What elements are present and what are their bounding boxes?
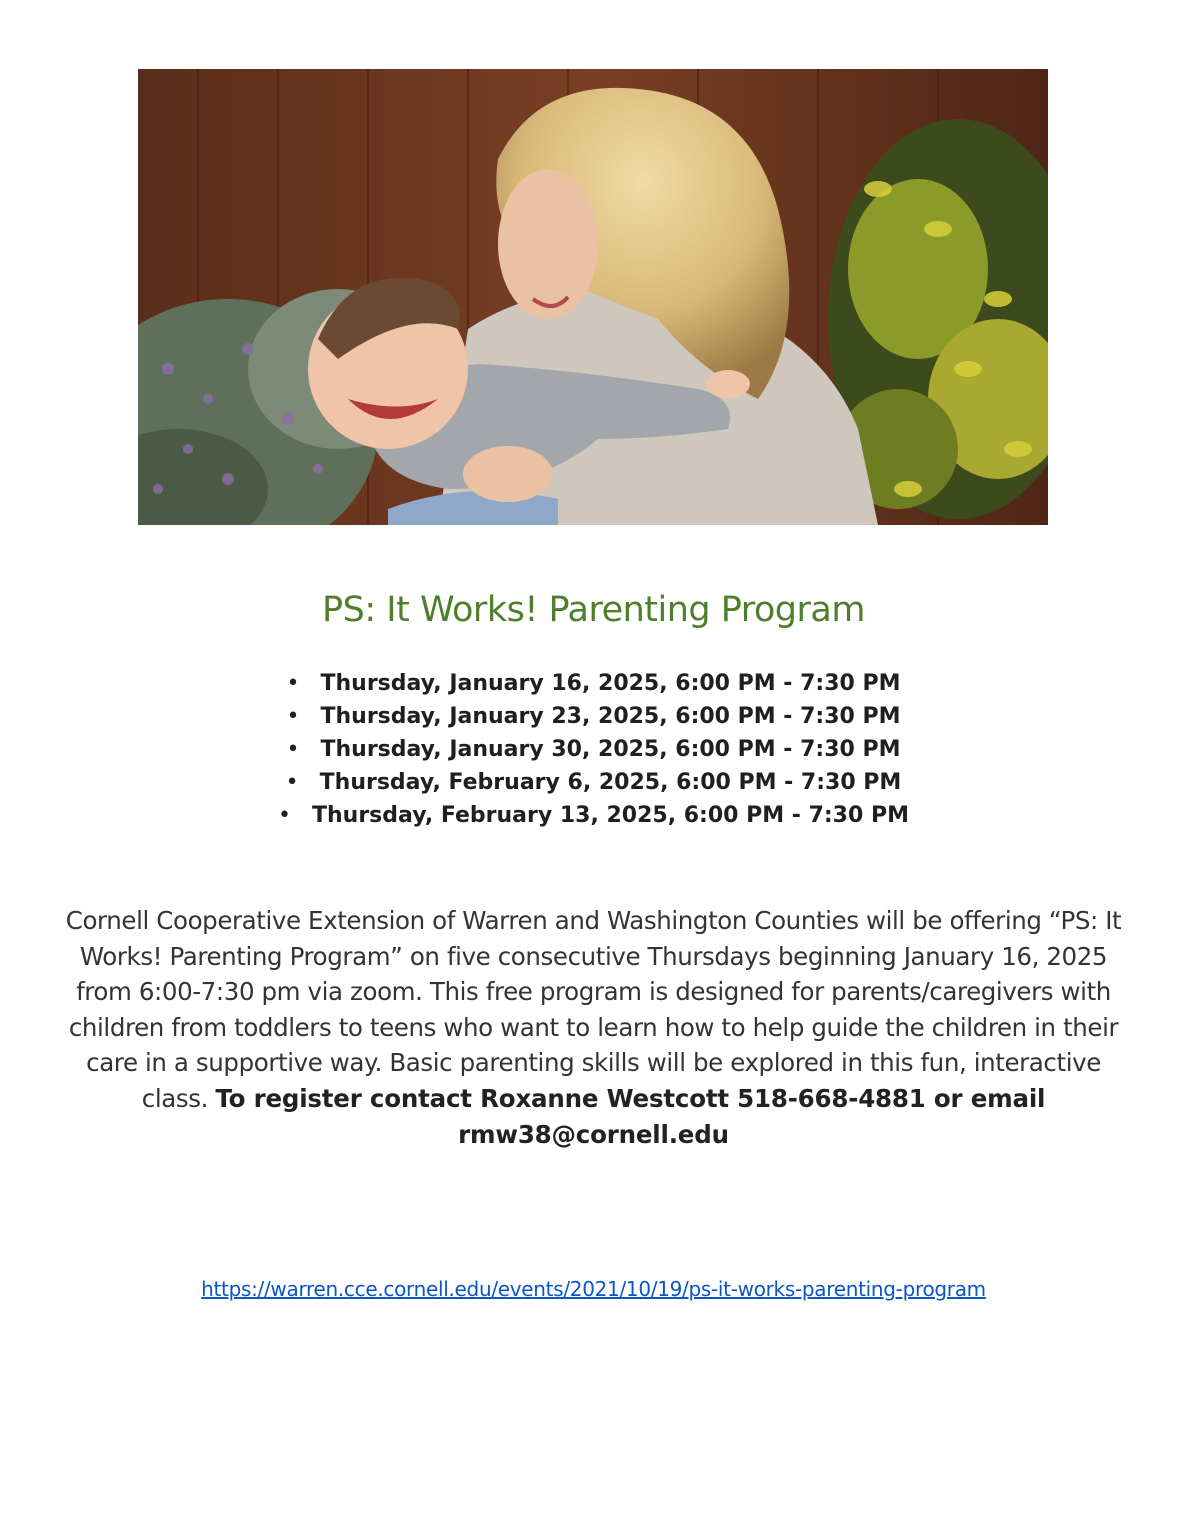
description-body: Cornell Cooperative Extension of Warren and Washington Counties will be offering “PS: It Works! Parenting Program” on five consecutive Thursdays beginning January 16, 2025 from 6:00-7:30 pm via zoom. This free program is designed for parents/caregivers with children from toddlers to teens who want to learn how to help guide the children in their care in a supportive way. Basic parenting skills will be explored in this fun, interactive class. [65,906,1122,1113]
list-item [0,667,1187,700]
bullet-icon: • [285,770,299,795]
registration-info: To register contact Roxanne Westcott 518-668-4881 or email rmw38@cornell.edu [215,1083,1046,1149]
bullet-icon: • [286,671,300,696]
session-date: Thursday, January 23, 2025, 6:00 PM - 7:30 PM [320,704,901,729]
bullet-icon: • [286,704,300,729]
list-item [0,799,1187,832]
bullet-icon: • [286,737,300,762]
list-item [0,733,1187,766]
session-date: Thursday, January 16, 2025, 6:00 PM - 7:30 PM [320,671,901,696]
session-date: Thursday, February 13, 2025, 6:00 PM - 7:30 PM [312,803,909,828]
event-link[interactable]: https://warren.cce.cornell.edu/events/2021/10/19/ps-it-works-parenting-program [201,1277,986,1301]
list-item [0,766,1187,799]
session-date: Thursday, February 6, 2025, 6:00 PM - 7:30 PM [319,770,902,795]
session-date: Thursday, January 30, 2025, 6:00 PM - 7:30 PM [320,737,901,762]
session-dates-list [0,667,1187,832]
program-description [60,903,1127,1152]
list-item [0,700,1187,733]
bullet-icon: • [278,803,291,828]
hero-photo [138,69,1048,525]
page-title: PS: It Works! Parenting Program [322,590,865,630]
